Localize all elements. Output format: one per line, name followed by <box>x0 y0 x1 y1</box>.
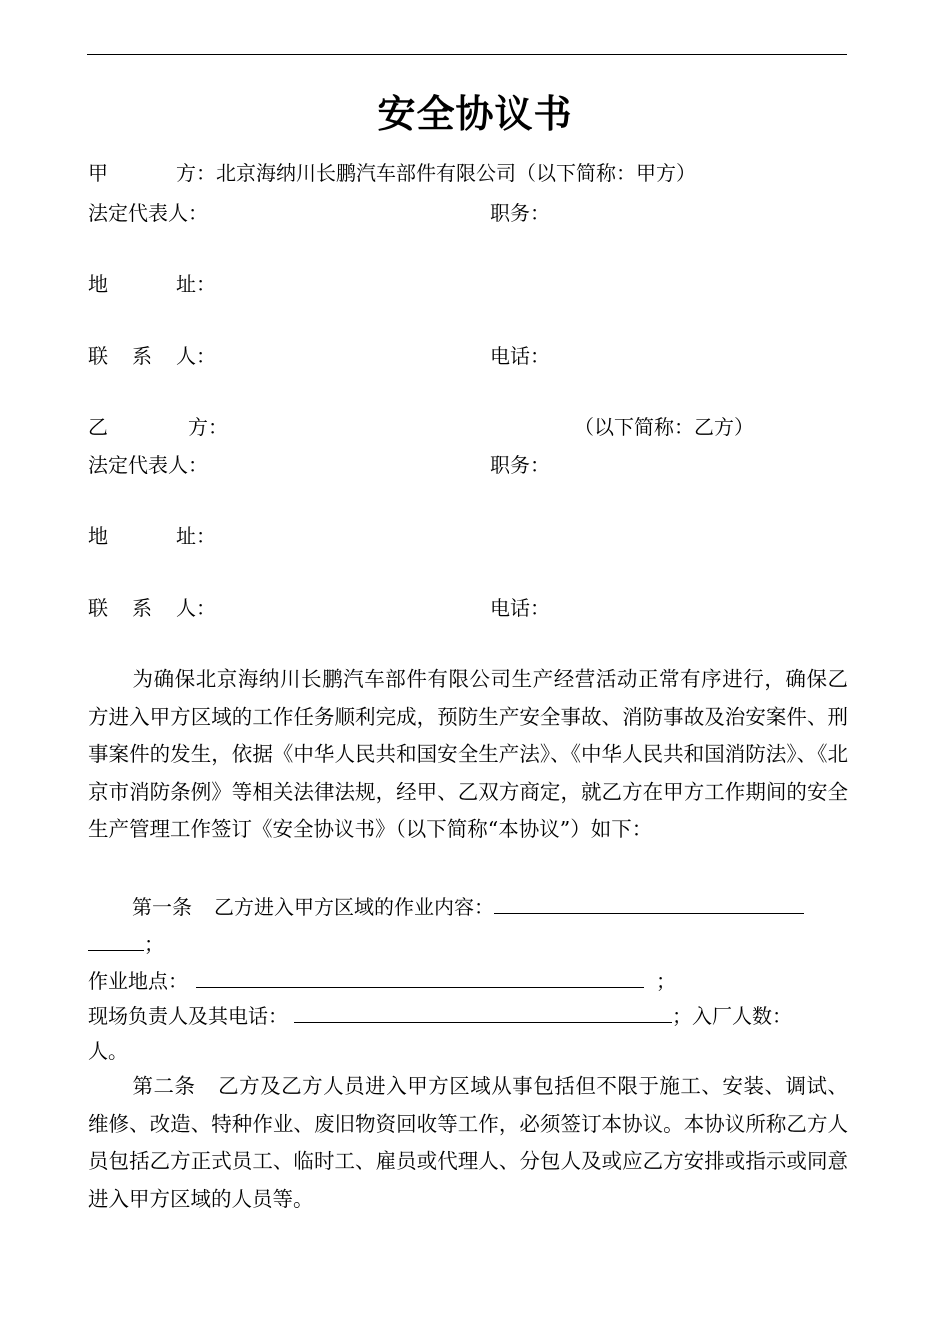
article-1-label: 第一条 <box>132 895 192 919</box>
party-b-legal-rep: 法定代表人： <box>88 453 208 477</box>
work-location-line <box>88 965 676 995</box>
intro-text: 为确保北京海纳川长鹏汽车部件有限公司生产经营活动正常有序进行，确保乙方进入甲方区域的工作任务顺利完成，预防生产安全事故、消防事故及治安案件、刑事案件的发生，依据《中华人民共和国安全生产法》、《中华人民共和国消防法》、《北京市消防条例》等相关法律法规，经甲、乙双方商定，就乙方在甲方工作期间的安全生产管理工作签订《安全协议书》（以下简称“本协议”）如下： <box>88 667 848 841</box>
party-b-label-1: 乙 <box>88 415 108 439</box>
party-b-contact <box>88 594 216 622</box>
party-a-address-label-2: 址： <box>176 272 216 296</box>
article-1-line <box>132 891 804 921</box>
party-a-position: 职务： <box>490 201 550 225</box>
party-a-label-1: 甲 <box>88 161 108 185</box>
party-b-line <box>88 413 228 441</box>
party-a-label-2: 方： <box>176 161 216 185</box>
document-title: 安全协议书 <box>377 91 573 136</box>
party-b-contact-label-2: 系 <box>132 596 152 620</box>
party-b-abbrev: （以下简称：乙方） <box>574 415 754 439</box>
article-1-end: ； <box>144 932 164 956</box>
work-location-label: 作业地点： <box>88 969 188 993</box>
entry-count-unit: 人。 <box>88 1039 128 1063</box>
site-manager-label: 现场负责人及其电话： <box>88 1004 288 1028</box>
party-a-contact-label-1: 联 <box>88 344 108 368</box>
party-a-phone: 电话： <box>490 344 550 368</box>
article-1-cont <box>88 928 164 958</box>
site-manager-line <box>88 1000 792 1030</box>
article-2-text: 乙方及乙方人员进入甲方区域从事包括但不限于施工、安装、调试、维修、改造、特种作业、废旧物资回收等工作，必须签订本协议。本协议所称乙方人员包括乙方正式员工、临时工、雇员或代理人、分包人及或应乙方安排或指示或同意进入甲方区域的人员等。 <box>88 1074 849 1211</box>
party-b-address-label-2: 址： <box>176 524 216 548</box>
party-a-legal-rep: 法定代表人： <box>88 201 208 225</box>
article-2-paragraph <box>88 1068 848 1218</box>
party-a-contact <box>88 342 216 370</box>
party-b-contact-label-1: 联 <box>88 596 108 620</box>
work-location-end: ； <box>656 969 676 993</box>
party-b-contact-label-3: 人： <box>176 596 216 620</box>
entry-count-label: ；入厂人数： <box>672 1004 792 1028</box>
party-a-address-label-1: 地 <box>88 272 108 296</box>
party-b-phone: 电话： <box>490 596 550 620</box>
intro-paragraph <box>88 661 848 849</box>
party-a-address <box>88 270 216 298</box>
party-a-contact-label-2: 系 <box>132 344 152 368</box>
article-1-text: 乙方进入甲方区域的作业内容： <box>214 895 494 919</box>
party-b-address-label-1: 地 <box>88 524 108 548</box>
work-location-blank[interactable] <box>196 965 644 988</box>
article-2-label: 第二条 <box>132 1074 196 1098</box>
party-b-position: 职务： <box>490 453 550 477</box>
party-a-contact-label-3: 人： <box>176 344 216 368</box>
work-content-blank-cont[interactable] <box>88 928 144 951</box>
party-b-label-2: 方： <box>188 415 228 439</box>
party-b-address <box>88 522 216 550</box>
site-manager-blank[interactable] <box>294 1000 672 1023</box>
party-a-name: 北京海纳川长鹏汽车部件有限公司（以下简称：甲方） <box>216 161 696 185</box>
work-content-blank[interactable] <box>494 891 804 914</box>
header-rule <box>87 54 847 55</box>
party-a-line <box>88 159 696 187</box>
